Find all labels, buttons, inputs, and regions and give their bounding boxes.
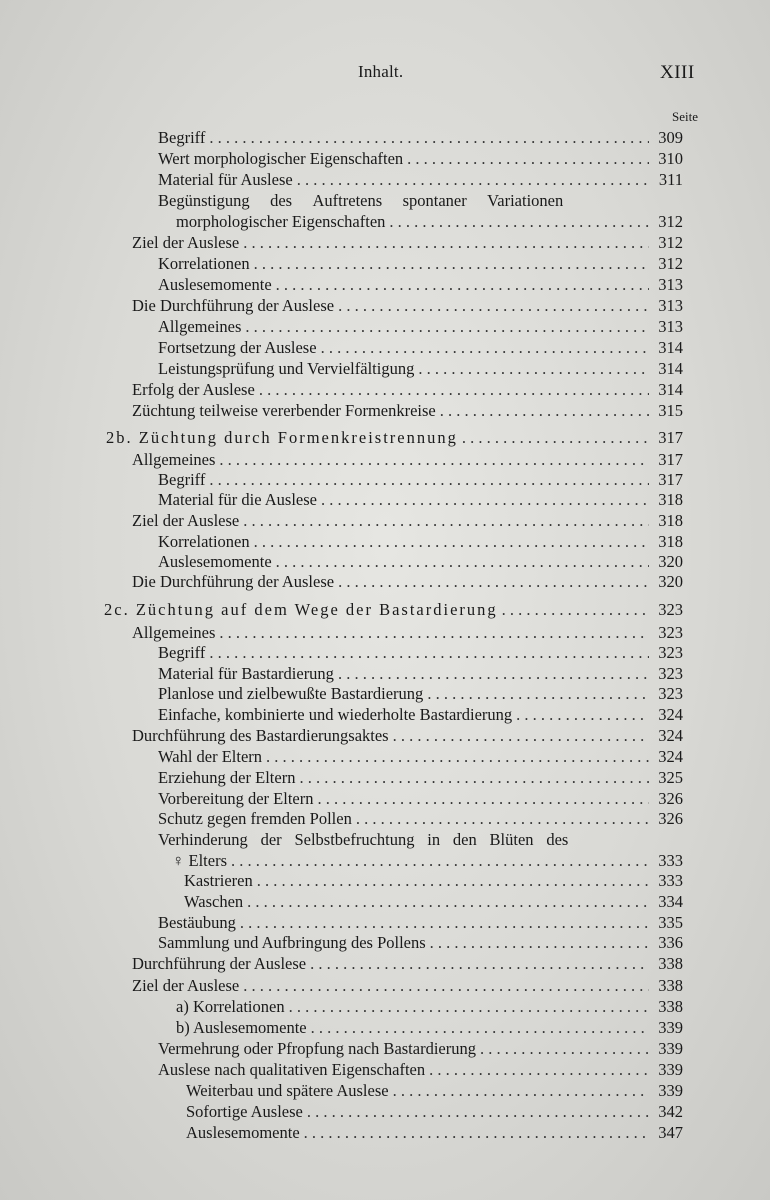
toc-entry-title: Die Durchführung der Auslese — [132, 296, 335, 315]
dot-leader — [254, 254, 649, 274]
toc-entry-title: Ziel der Auslese — [132, 511, 240, 530]
dot-leader — [243, 233, 649, 253]
toc-entry — [186, 1102, 683, 1122]
dot-leader — [389, 212, 649, 232]
toc-entry-title: Vorbereitung der Eltern — [158, 789, 314, 808]
dot-leader — [502, 600, 649, 620]
toc-entry — [158, 747, 683, 767]
toc-entry-page: 320 — [658, 572, 683, 591]
toc-entry — [176, 997, 683, 1017]
dot-leader — [219, 450, 649, 470]
toc-entry — [158, 149, 683, 169]
dot-leader — [276, 275, 649, 295]
toc-entry-title: Begriff — [158, 128, 206, 147]
toc-entry — [176, 212, 683, 232]
toc-entry — [132, 954, 683, 974]
toc-entry — [158, 317, 683, 337]
dot-leader — [427, 684, 649, 704]
dot-leader — [289, 997, 649, 1017]
toc-entry — [158, 552, 683, 572]
toc-entry-page: 311 — [658, 170, 683, 189]
toc-entry — [172, 851, 683, 871]
toc-entry-page: 324 — [658, 705, 683, 724]
toc-entry-page: 323 — [658, 643, 683, 662]
toc-entry — [132, 572, 683, 592]
toc-entry-page: 347 — [658, 1123, 683, 1142]
toc-entry-page: 338 — [658, 997, 683, 1016]
toc-entry-page: 323 — [658, 664, 683, 683]
toc-entry — [158, 1039, 683, 1059]
toc-entry-title: b) Auslesemomente — [176, 1018, 307, 1037]
toc-entry-title: Auslese nach qualitativen Eigenschaften — [158, 1060, 426, 1079]
dot-leader — [243, 976, 649, 996]
toc-entry — [184, 892, 683, 912]
toc-entry-title: Waschen — [184, 892, 244, 911]
page-title: Inhalt. — [358, 62, 404, 81]
toc-entry — [158, 643, 683, 663]
toc-entry-page: 323 — [658, 684, 683, 703]
toc-entry-page: 312 — [658, 212, 683, 231]
toc-entry — [158, 470, 683, 490]
toc-entry-title: Begünstigung des Auftretens spontaner Variationen — [158, 191, 564, 210]
toc-entry — [158, 789, 683, 809]
toc-entry-page: 339 — [658, 1060, 683, 1079]
dot-leader — [462, 428, 649, 448]
toc-entry-title: Auslesemomente — [186, 1123, 300, 1142]
dot-leader — [297, 170, 649, 190]
dot-leader — [407, 149, 649, 169]
dot-leader — [356, 809, 649, 829]
toc-entry-title: Material für die Auslese — [158, 490, 317, 509]
toc-entry — [132, 976, 683, 996]
toc-entry-title: Erfolg der Auslese — [132, 380, 255, 399]
toc-entry — [158, 532, 683, 552]
toc-entry — [158, 490, 683, 510]
toc-entry-page: 339 — [658, 1081, 683, 1100]
toc-entry-page: 334 — [658, 892, 683, 911]
toc-entry-title: 2b. Züchtung durch Formenkreistrennung — [106, 428, 458, 447]
toc-entry-title: Allgemeines — [132, 623, 216, 642]
dot-leader — [418, 359, 649, 379]
toc-entry-title: Schutz gegen fremden Pollen — [158, 809, 352, 828]
dot-leader — [245, 317, 649, 337]
toc-entry-title: Die Durchführung der Auslese — [132, 572, 335, 591]
page-number: XIII — [660, 62, 695, 83]
toc-entry — [158, 191, 683, 211]
toc-entry-title: Verhinderung der Selbstbefruchtung in den Blüten des — [158, 830, 569, 849]
toc-entry — [132, 380, 683, 400]
toc-entry-page: 339 — [658, 1018, 683, 1037]
toc-entry — [158, 830, 683, 850]
toc-entry-page: 314 — [658, 380, 683, 399]
toc-entry — [186, 1123, 683, 1143]
toc-entry-title: Wert morphologischer Eigenschaften — [158, 149, 404, 168]
toc-entry-title: Auslesemomente — [158, 275, 272, 294]
running-head — [0, 62, 770, 88]
toc-entry-title: morphologischer Eigenschaften — [176, 212, 386, 231]
page-column-label: Seite — [672, 109, 698, 124]
dot-leader — [247, 892, 649, 912]
toc-entry-title: Korrelationen — [158, 254, 250, 273]
toc-entry-title: Einfache, kombinierte und wiederholte Bastardierung — [158, 705, 513, 724]
toc-entry-title: Kastrieren — [184, 871, 253, 890]
dot-leader — [338, 296, 649, 316]
toc-entry-title: Allgemeines — [132, 450, 216, 469]
dot-leader — [480, 1039, 649, 1059]
toc-entry-title: Planlose und zielbewußte Bastardierung — [158, 684, 424, 703]
toc-entry-page: 342 — [658, 1102, 683, 1121]
dot-leader — [299, 768, 649, 788]
toc-entry — [158, 1060, 683, 1080]
toc-entry-page: 312 — [658, 254, 683, 273]
toc-entry-title: Fortsetzung der Auslese — [158, 338, 317, 357]
toc-entry — [158, 128, 683, 148]
toc-entry-page: 310 — [658, 149, 683, 168]
toc-entry-title: Begriff — [158, 470, 206, 489]
toc-entry-title: a) Korrelationen — [176, 997, 285, 1016]
toc-entry — [158, 705, 683, 725]
dot-leader — [231, 851, 649, 871]
toc-entry-page: 338 — [658, 976, 683, 995]
toc-entry-page: 315 — [658, 401, 683, 420]
toc-entry — [158, 768, 683, 788]
toc-entry — [158, 275, 683, 295]
toc-entry-title: Erziehung der Eltern — [158, 768, 296, 787]
toc-entry-title: Material für Auslese — [158, 170, 293, 189]
toc-entry-page: 317 — [658, 470, 683, 489]
toc-entry — [158, 809, 683, 829]
toc-entry — [132, 296, 683, 316]
dot-leader — [338, 664, 649, 684]
dot-leader — [209, 643, 649, 663]
dot-leader — [310, 954, 649, 974]
toc-entry-page: 323 — [658, 623, 683, 642]
toc-entry-title: Vermehrung oder Pfropfung nach Bastardierung — [158, 1039, 476, 1058]
toc-entry-page: 313 — [658, 275, 683, 294]
toc-entry-title: Material für Bastardierung — [158, 664, 334, 683]
toc-entry-page: 323 — [658, 600, 683, 619]
dot-leader — [321, 490, 649, 510]
toc-entry-page: 313 — [658, 317, 683, 336]
toc-entry-page: 314 — [658, 359, 683, 378]
toc-entry-title: Sofortige Auslese — [186, 1102, 303, 1121]
toc-entry-title: Ziel der Auslese — [132, 976, 240, 995]
dot-leader — [338, 572, 649, 592]
toc-entry — [158, 359, 683, 379]
toc-entry-title: Auslesemomente — [158, 552, 272, 571]
dot-leader — [311, 1018, 649, 1038]
dot-leader — [219, 623, 649, 643]
toc-entry-page: 325 — [658, 768, 683, 787]
toc-entry — [104, 600, 683, 620]
dot-leader — [209, 470, 649, 490]
toc-entry-page: 317 — [658, 450, 683, 469]
toc-entry-page: 324 — [658, 726, 683, 745]
dot-leader — [440, 401, 649, 421]
dot-leader — [276, 552, 649, 572]
toc-entry-title: Durchführung des Bastardierungsaktes — [132, 726, 389, 745]
toc-entry — [132, 511, 683, 531]
dot-leader — [209, 128, 649, 148]
dot-leader — [429, 1060, 649, 1080]
toc-entry — [186, 1081, 683, 1101]
toc-entry — [132, 726, 683, 746]
dot-leader — [516, 705, 649, 725]
dot-leader — [240, 913, 649, 933]
toc-entry-page: 313 — [658, 296, 683, 315]
toc-entry-page: 317 — [658, 428, 683, 447]
toc-entry-page: 338 — [658, 954, 683, 973]
dot-leader — [321, 338, 649, 358]
dot-leader — [393, 726, 649, 746]
toc-entry-title: Ziel der Auslese — [132, 233, 240, 252]
toc-entry-title: 2c. Züchtung auf dem Wege der Bastardierung — [104, 600, 498, 619]
toc-entry-page: 336 — [658, 933, 683, 952]
toc-entry — [158, 684, 683, 704]
toc-entry — [132, 233, 683, 253]
dot-leader — [243, 511, 649, 531]
toc-entry-title: Züchtung teilweise vererbender Formenkreise — [132, 401, 436, 420]
toc-entry — [132, 450, 683, 470]
dot-leader — [430, 933, 649, 953]
toc-entry-page: 318 — [658, 532, 683, 551]
toc-entry — [158, 338, 683, 358]
toc-entry-page: 339 — [658, 1039, 683, 1058]
toc-entry-title: Bestäubung — [158, 913, 236, 932]
toc-entry-title: Allgemeines — [158, 317, 242, 336]
toc-entry — [176, 1018, 683, 1038]
toc-entry-page: 320 — [658, 552, 683, 571]
dot-leader — [317, 789, 649, 809]
toc-entry-page: 314 — [658, 338, 683, 357]
toc-entry-page: 333 — [658, 851, 683, 870]
dot-leader — [257, 871, 649, 891]
toc-entry-title: Korrelationen — [158, 532, 250, 551]
toc-entry — [132, 401, 683, 421]
toc-entry-title: Leistungsprüfung und Vervielfältigung — [158, 359, 415, 378]
toc-entry — [132, 623, 683, 643]
toc-entry-page: 326 — [658, 809, 683, 828]
toc-entry-title: Weiterbau und spätere Auslese — [186, 1081, 389, 1100]
toc-entry-page: 312 — [658, 233, 683, 252]
toc-entry-title: Sammlung und Aufbringung des Pollens — [158, 933, 426, 952]
toc-entry-page: 335 — [658, 913, 683, 932]
toc-entry — [158, 933, 683, 953]
toc-entry — [158, 913, 683, 933]
toc-entry-title: Durchführung der Auslese — [132, 954, 307, 973]
dot-leader — [393, 1081, 649, 1101]
dot-leader — [307, 1102, 649, 1122]
toc-entry-page: 333 — [658, 871, 683, 890]
dot-leader — [266, 747, 649, 767]
toc-entry-page: 318 — [658, 490, 683, 509]
toc-entry — [158, 170, 683, 190]
toc-entry-title: Begriff — [158, 643, 206, 662]
toc-entry-page: 309 — [658, 128, 683, 147]
toc-entry — [184, 871, 683, 891]
toc-entry — [158, 664, 683, 684]
toc-entry — [106, 428, 683, 448]
toc-entry — [158, 254, 683, 274]
toc-entry-page: 326 — [658, 789, 683, 808]
dot-leader — [304, 1123, 649, 1143]
toc-entry-page: 324 — [658, 747, 683, 766]
dot-leader — [259, 380, 649, 400]
dot-leader — [254, 532, 649, 552]
toc-entry-title: ♀ Elters — [172, 851, 227, 870]
toc-entry-title: Wahl der Eltern — [158, 747, 263, 766]
toc-entry-page: 318 — [658, 511, 683, 530]
